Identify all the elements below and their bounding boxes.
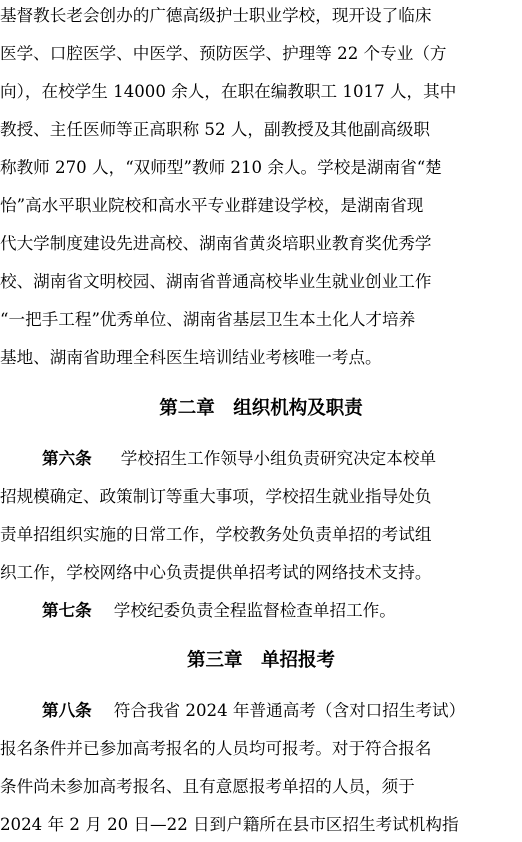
text-line: 2024 年 2 月 20 日—22 日到户籍所在县市区招生考试机构指 (0, 815, 459, 834)
chapter-heading: 第二章 组织机构及职责 (159, 398, 363, 419)
text-line: 怡”高水平职业院校和高水平专业群建设学校，是湖南省现 (0, 196, 424, 215)
chapter-heading: 第三章 单招报考 (186, 650, 335, 671)
text-line: 织工作，学校网络中心负责提供单招考试的网络技术支持。 (0, 563, 432, 582)
text-line: 向），在校学生 14000 余人，在职在编教职工 1017 人，其中 (0, 82, 457, 101)
article-first-line (0, 444, 522, 474)
article-first-line (0, 596, 522, 626)
text-line: 代大学制度建设先进高校、湖南省黄炎培职业教育奖优秀学 (0, 234, 432, 253)
text-line: 责单招组织实施的日常工作，学校教务处负责单招的考试组 (0, 525, 432, 544)
text-line: 基地、湖南省助理全科医生培训结业考核唯一考点。 (0, 348, 382, 367)
text-line: 教授、主任医师等正高职称 52 人，副教授及其他副高级职 (0, 120, 430, 139)
text-line: 招规模确定、政策制订等重大事项，学校招生就业指导处负 (0, 487, 432, 506)
article-first-line (0, 696, 522, 726)
text-line: 基督教长老会创办的广德高级护士职业学校，现开设了临床 (0, 6, 432, 25)
article-text: 学校招生工作领导小组负责研究决定本校单 (120, 449, 437, 468)
article-label: 第六条 (42, 449, 92, 468)
article-text: 学校纪委负责全程监督检查单招工作。 (113, 601, 396, 620)
article-label: 第七条 (42, 601, 92, 620)
text-line: 条件尚未参加高考报名、且有意愿报考单招的人员，须于 (0, 777, 415, 796)
article-text: 符合我省 2024 年普通高考（含对口招生考试） (113, 701, 466, 720)
text-line: 报名条件并已参加高考报名的人员均可报考。对于符合报名 (0, 739, 432, 758)
text-line: 医学、口腔医学、中医学、预防医学、护理等 22 个专业（方 (0, 44, 447, 63)
text-line: 称教师 270 人，“双师型”教师 210 余人。学校是湖南省“楚 (0, 158, 442, 177)
text-line: 校、湖南省文明校园、湖南省普通高校毕业生就业创业工作 (0, 272, 432, 291)
article-label: 第八条 (42, 701, 92, 720)
text-line: “一把手工程”优秀单位、湖南省基层卫生本土化人才培养 (0, 310, 416, 329)
